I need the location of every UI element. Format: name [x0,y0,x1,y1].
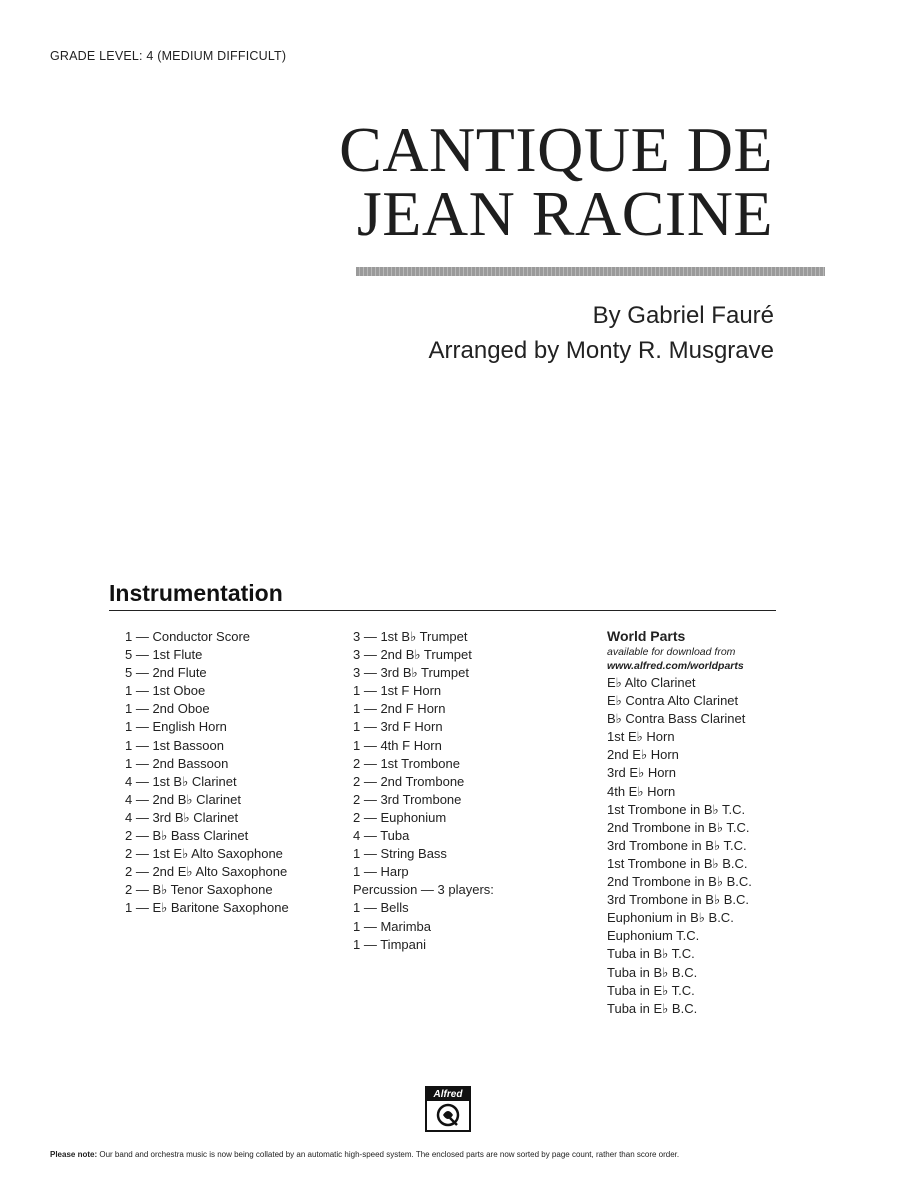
instrument-item: 2 — B♭ Tenor Saxophone [125,882,273,898]
instrument-item: E♭ Alto Clarinet [607,675,696,690]
instrument-item: 4 — 1st B♭ Clarinet [125,773,237,789]
instrument-item: Tuba in B♭ B.C. [607,964,698,980]
instrument-item: 1st Trombone in B♭ B.C. [607,855,748,871]
title-divider [356,267,825,276]
instrument-item: 1 — Conductor Score [125,629,251,644]
publisher-logo [425,1086,471,1132]
instrument-item: 2 — 2nd E♭ Alto Saxophone [125,864,288,880]
instrument-item: 1 — 2nd Oboe [125,701,210,717]
instrument-item: 3rd Trombone in B♭ B.C. [607,892,749,908]
instrument-item: 2nd E♭ Horn [607,747,679,763]
page-title [339,114,773,249]
instrument-item: 1 — String Bass [353,846,447,862]
instrument-item: 5 — 1st Flute [125,647,203,663]
instrument-item: 3rd E♭ Horn [607,765,676,781]
instrument-item: 1 — 1st Oboe [125,683,206,699]
instrument-item: Euphonium in B♭ B.C. [607,910,734,926]
instrument-item: 2 — 2nd Trombone [353,773,465,789]
instrument-item: 2 — B♭ Bass Clarinet [125,828,249,844]
grade-level: GRADE LEVEL: 4 (MEDIUM DIFFICULT) [50,49,287,63]
instrument-item: 4 — 3rd B♭ Clarinet [125,809,239,825]
instrument-item: 1 — 3rd F Horn [353,719,443,735]
instrument-item: B♭ Contra Bass Clarinet [607,711,746,727]
instrument-item: 1st E♭ Horn [607,729,675,745]
instrument-item: 1 — Timpani [353,936,426,952]
instrument-item: 1st Trombone in B♭ T.C. [607,801,746,817]
instrument-item: 4 — Tuba [353,828,410,844]
instrument-item: 4 — 2nd B♭ Clarinet [125,791,241,807]
instrument-item: 1 — Bells [353,900,409,916]
instrument-item: 2 — 3rd Trombone [353,791,462,807]
instrument-item: 2nd Trombone in B♭ T.C. [607,819,750,835]
instrument-item: 3 — 2nd B♭ Trumpet [353,647,472,663]
instrument-item: 3 — 3rd B♭ Trumpet [353,665,469,681]
instrument-item: 1 — 1st Bassoon [125,737,224,753]
instrument-item: 1 — Marimba [353,918,432,934]
instrument-item: 2 — 1st Trombone [353,755,460,771]
instrument-item: E♭ Contra Alto Clarinet [607,693,739,709]
instrument-item: Tuba in E♭ B.C. [607,1000,698,1016]
title-line-1: CANTIQUE DE [339,114,773,185]
instrument-item: 1 — 4th F Horn [353,737,442,753]
instrument-item: Tuba in E♭ T.C. [607,982,695,998]
instrument-item: 2 — 1st E♭ Alto Saxophone [125,846,283,862]
world-parts-url[interactable]: www.alfred.com/worldparts [607,660,744,672]
instrument-item: 1 — English Horn [125,719,227,735]
title-line-2: JEAN RACINE [356,178,773,249]
footer-note [50,1149,855,1160]
alfred-logo-icon [435,1103,461,1127]
instrument-item: 2nd Trombone in B♭ B.C. [607,874,752,890]
instrument-item: 2 — Euphonium [353,809,447,825]
instrument-item: 5 — 2nd Flute [125,665,207,681]
instrument-item: Euphonium T.C. [607,928,700,944]
composer-credit: By Gabriel Fauré [592,302,774,329]
instrumentation-heading: Instrumentation [109,580,283,606]
instrument-item: 4th E♭ Horn [607,783,676,799]
world-parts-subtitle: available for download from [607,646,736,658]
world-parts-title: World Parts [607,628,686,644]
instrument-item: Tuba in B♭ T.C. [607,946,695,962]
instrument-list-woodwinds [125,628,289,918]
instrument-list-brass-percussion [353,628,494,954]
note-text: Our band and orchestra music is now being collated by an automatic high-speed system. The enclosed parts are now sorted by page count, rather than score order. [99,1150,680,1159]
world-parts [607,628,752,1018]
instrumentation-divider [109,610,776,611]
instrument-item: 1 — Harp [353,864,409,880]
note-label: Please note: [50,1150,98,1159]
byline [429,298,774,368]
world-parts-list [607,674,752,1018]
arranger-credit: Arranged by Monty R. Musgrave [428,337,774,364]
instrument-item: Percussion — 3 players: [353,882,494,898]
logo-text: Alfred [427,1088,469,1101]
instrument-item: 1 — 2nd Bassoon [125,755,229,771]
instrument-item: 3 — 1st B♭ Trumpet [353,629,468,644]
instrument-item: 1 — 2nd F Horn [353,701,446,717]
instrument-item: 1 — 1st F Horn [353,683,442,699]
instrument-item: 3rd Trombone in B♭ T.C. [607,837,747,853]
instrument-item: 1 — E♭ Baritone Saxophone [125,900,289,916]
